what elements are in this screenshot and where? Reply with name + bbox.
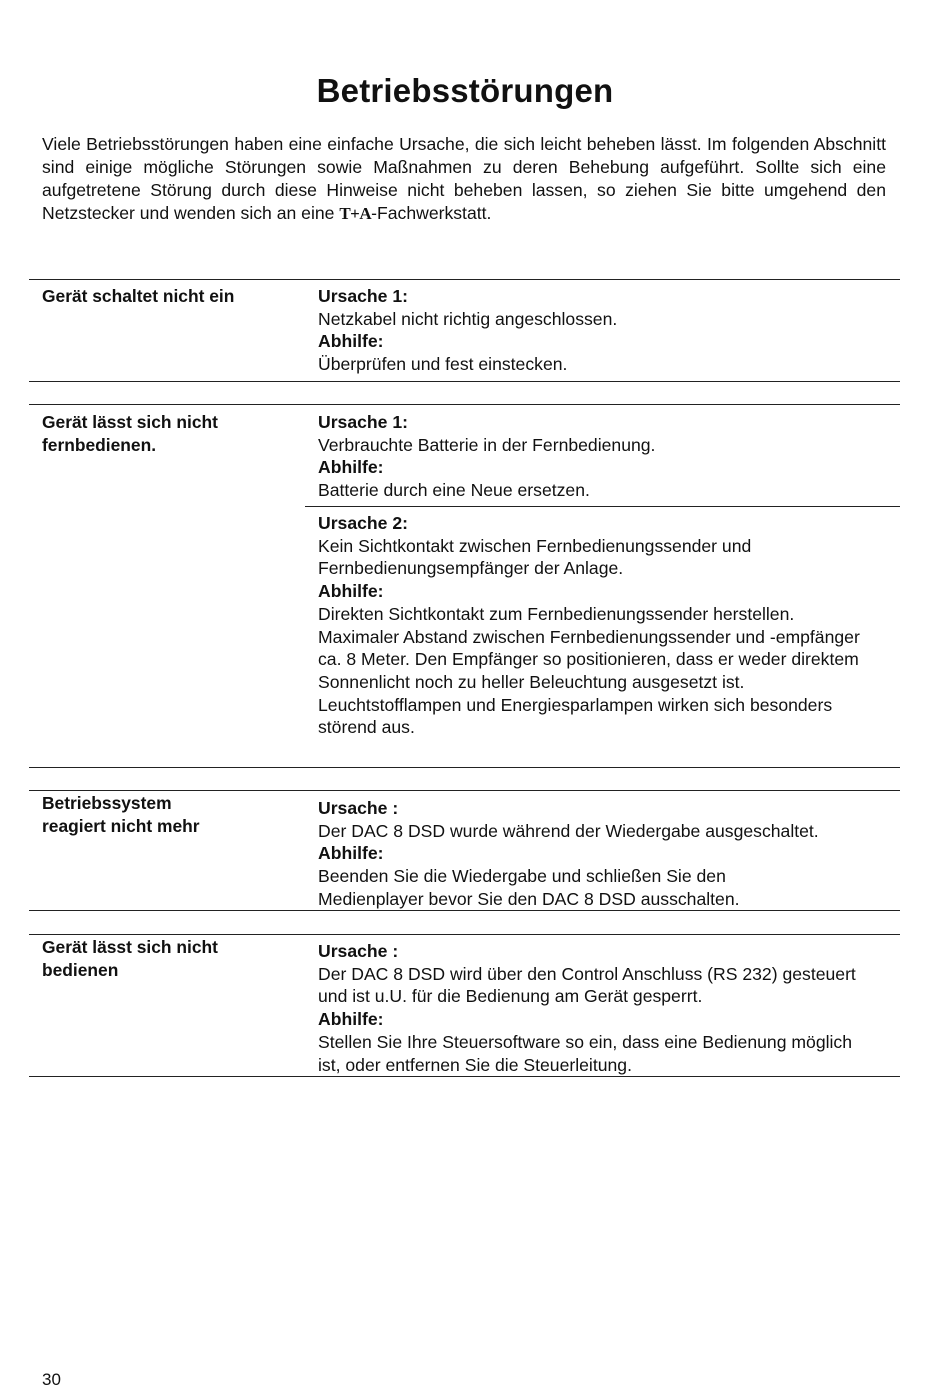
table-rule xyxy=(29,790,900,791)
symptom-label: Gerät lässt sich nicht fernbedienen. xyxy=(42,412,218,455)
remedy-label: Abhilfe: xyxy=(318,843,384,864)
intro-text: Viele Betriebsstörungen haben eine einfache Ursache, die sich leicht beheben lässt. Im folgenden Abschnitt sind einige mögliche Störungen sowie Maßnahmen zu deren Behebung aufgeführt. Sollte sich eine aufgetretene Störung durch diese Hinweise nicht beheben lassen, so ziehen Sie bitte umgehend den Netzstecker und wenden sich an eine xyxy=(42,134,886,223)
table-rule xyxy=(29,910,900,911)
remedy-label: Abhilfe: xyxy=(318,581,384,602)
cause-entry xyxy=(318,285,893,376)
intro-text-end: -Fachwerkstatt. xyxy=(371,203,492,223)
brand-logo: T+A xyxy=(339,204,372,223)
symptom-label: Betriebssystem reagiert nicht mehr xyxy=(42,793,200,836)
cause-entry xyxy=(318,411,893,502)
cause-label: Ursache 1: xyxy=(318,412,408,432)
table-rule xyxy=(29,934,900,935)
cause-label: Ursache 2: xyxy=(318,513,408,533)
remedy-text: Beenden Sie die Wiedergabe und schließen Sie den Medienplayer bevor Sie den DAC 8 DSD ausschalten. xyxy=(318,866,740,909)
remedy-text: Stellen Sie Ihre Steuersoftware so ein, dass eine Bedienung möglich ist, oder entfernen Sie die Steuerleitung. xyxy=(318,1031,852,1075)
cause-label: Ursache 1: xyxy=(318,286,408,306)
symptom-label: Gerät lässt sich nicht bedienen xyxy=(42,937,218,980)
cause-label: Ursache : xyxy=(318,941,399,961)
cause-text: Netzkabel nicht richtig angeschlossen. xyxy=(318,308,618,329)
table-rule xyxy=(29,404,900,405)
page-title: Betriebsstörungen xyxy=(316,72,614,109)
cause-label: Ursache : xyxy=(318,798,399,818)
remedy-text: Direkten Sichtkontakt zum Fernbedienungssender herstellen. Maximaler Abstand zwischen Fernbedienungssender und -empfänger ca. 8 Meter. Den Empfänger so positionieren, dass er weder direktem Sonnenlicht noch zu heller Beleuchtung ausgesetzt ist. Leuchtstofflampen und Energiesparlampen wirken sich besonders störend aus. xyxy=(318,603,860,738)
cause-entry xyxy=(318,512,878,739)
page-number: 30 xyxy=(42,1370,61,1389)
cause-text: Der DAC 8 DSD wird über den Control Anschluss (RS 232) gesteuert und ist u.U. für die Bedienung am Gerät gesperrt. xyxy=(318,963,856,1007)
remedy-text: Überprüfen und fest einstecken. xyxy=(318,354,568,375)
cause-entry xyxy=(318,940,858,1076)
remedy-label: Abhilfe: xyxy=(318,1009,384,1030)
remedy-text: Batterie durch eine Neue ersetzen. xyxy=(318,480,590,501)
table-rule xyxy=(29,1076,900,1077)
cause-entry xyxy=(318,797,898,911)
table-rule xyxy=(29,767,900,768)
table-rule xyxy=(29,279,900,280)
table-rule xyxy=(29,381,900,382)
remedy-label: Abhilfe: xyxy=(318,457,384,478)
cause-divider xyxy=(305,506,900,507)
cause-text: Verbrauchte Batterie in der Fernbedienung. xyxy=(318,434,656,455)
cause-text: Der DAC 8 DSD wurde während der Wiedergabe ausgeschaltet. xyxy=(318,820,819,841)
cause-text: Kein Sichtkontakt zwischen Fernbedienungssender und Fernbedienungsempfänger der Anlage. xyxy=(318,535,752,579)
intro-paragraph xyxy=(42,133,886,225)
remedy-label: Abhilfe: xyxy=(318,331,384,352)
symptom-label: Gerät schaltet nicht ein xyxy=(42,286,235,306)
